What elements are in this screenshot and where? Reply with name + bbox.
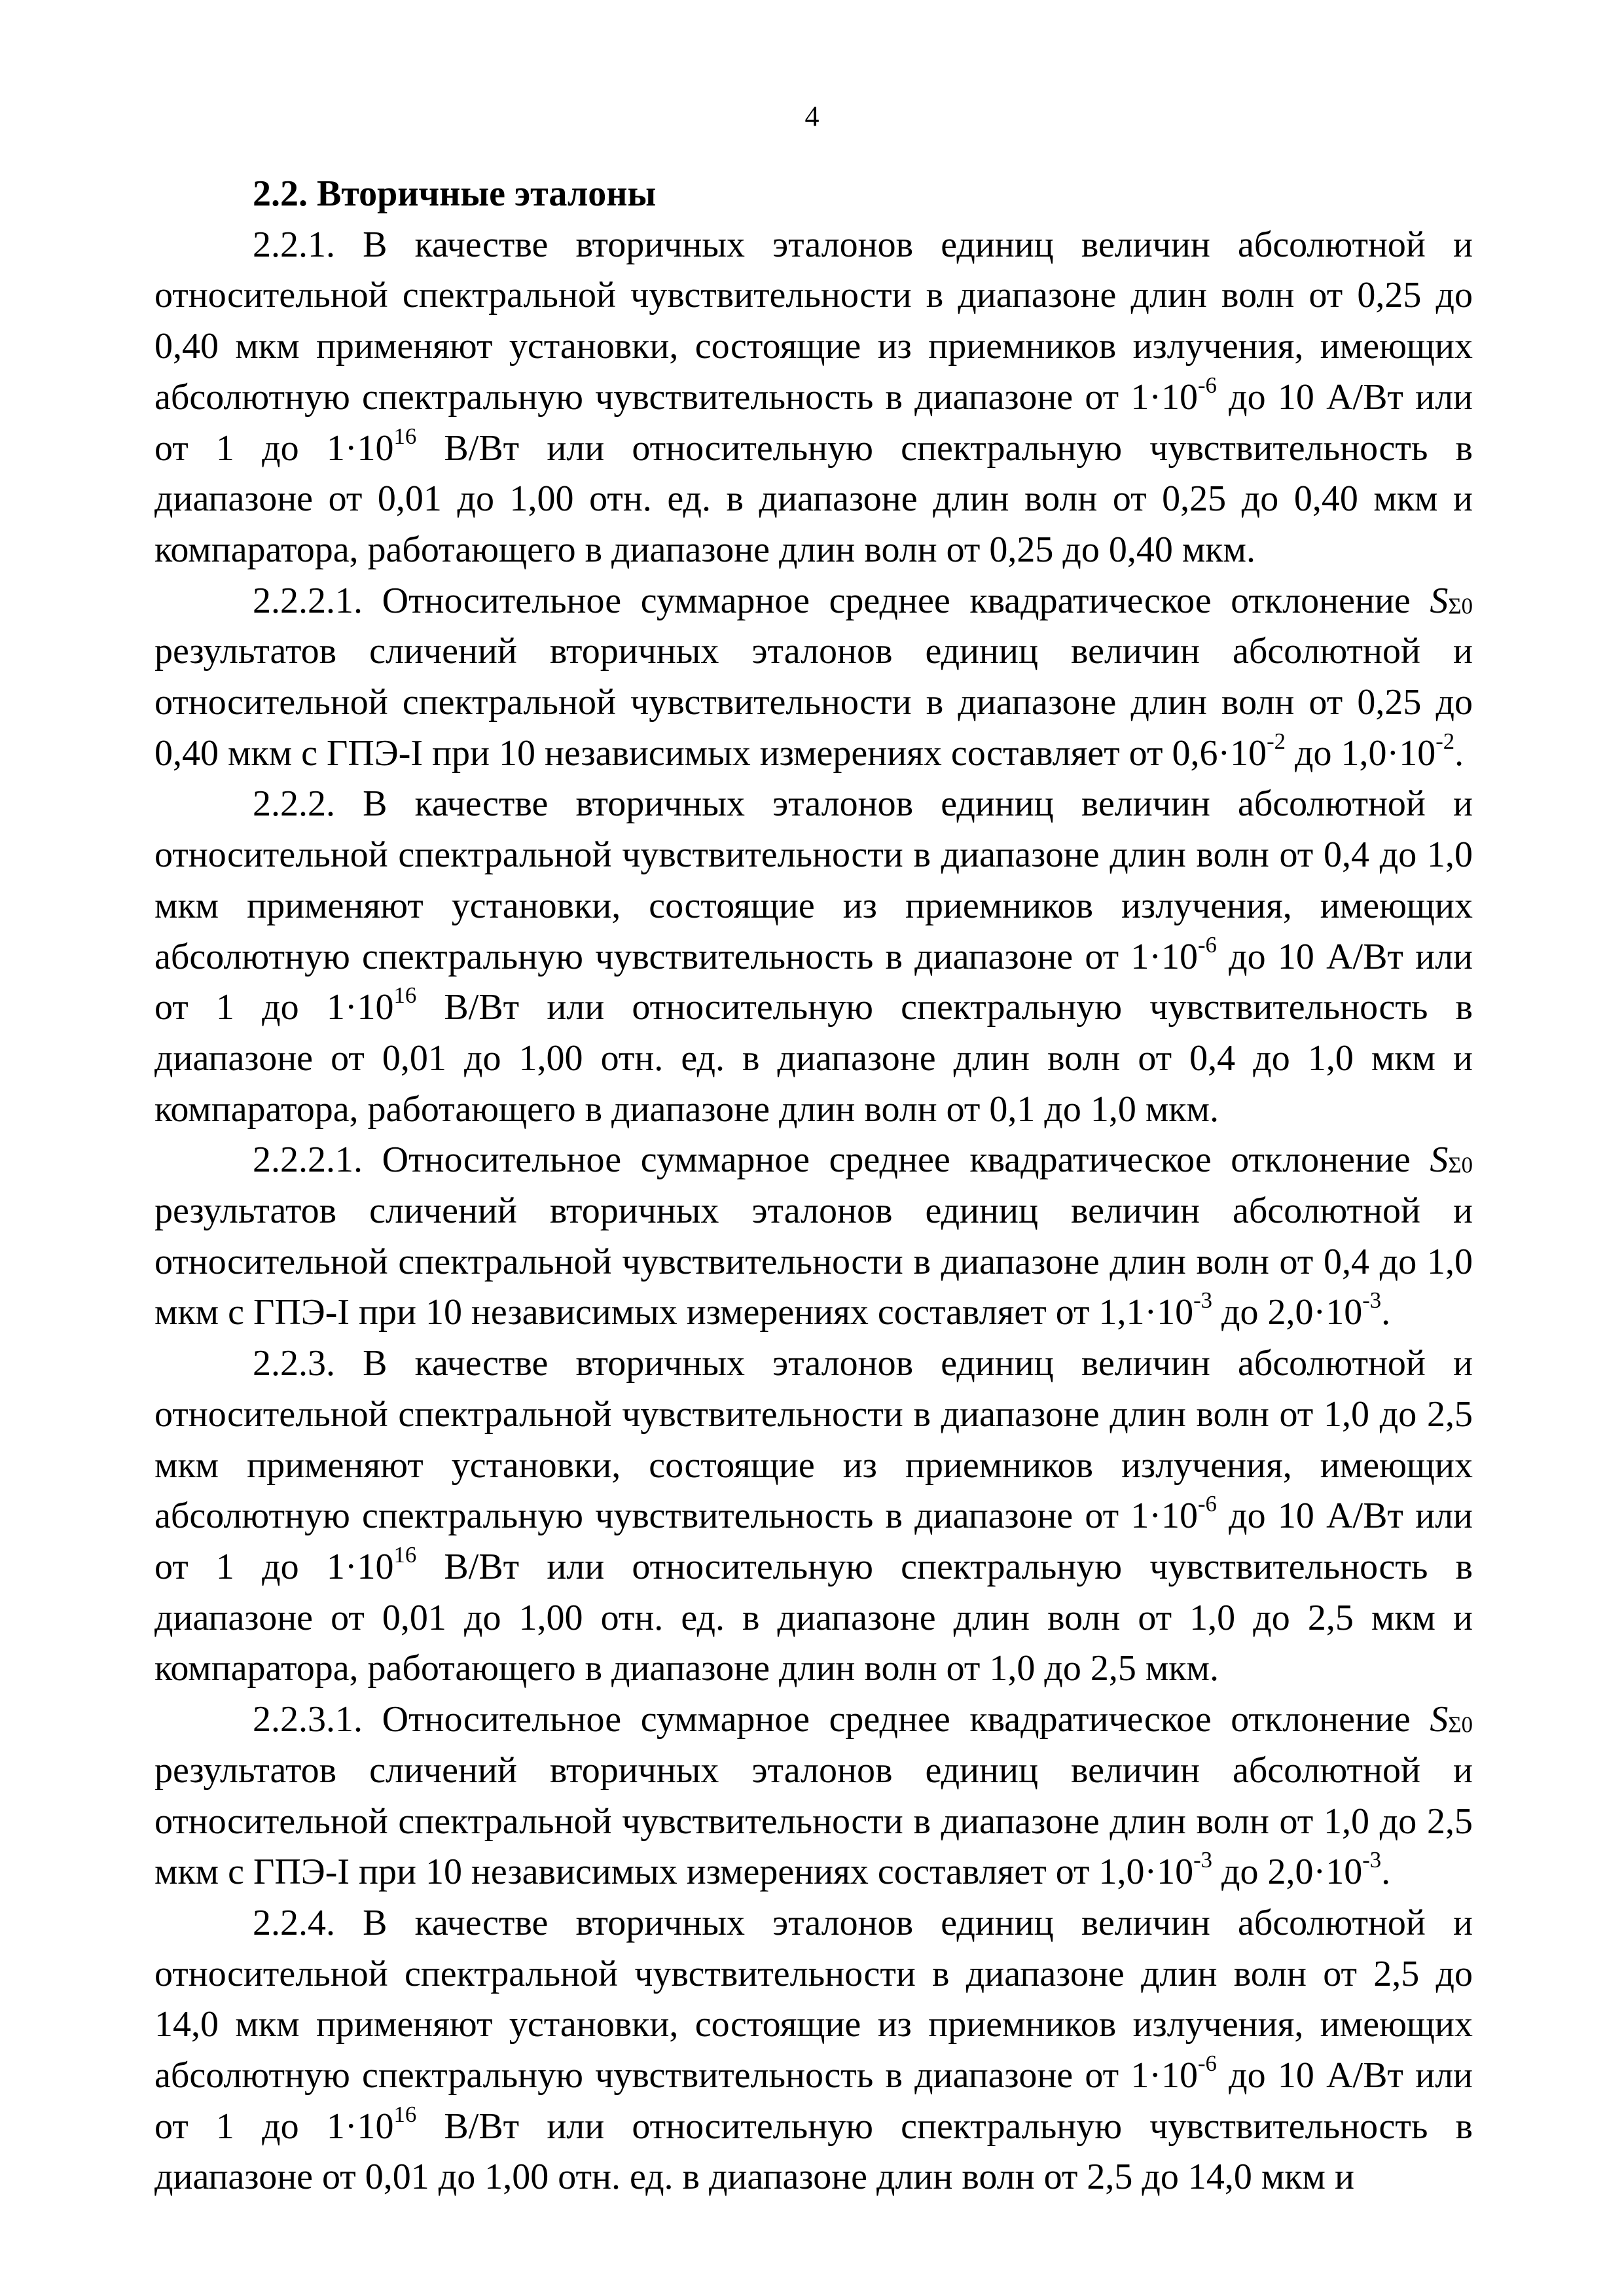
exponent: 16 <box>393 982 417 1009</box>
paragraph-text: . <box>1381 1852 1391 1893</box>
symbol-subscript: Σ0 <box>1448 1153 1473 1179</box>
exponent: 16 <box>393 2101 417 2127</box>
symbol-subscript: Σ0 <box>1448 593 1473 619</box>
paragraph-text: до 2,0·10 <box>1212 1852 1363 1893</box>
paragraph-number: 2.2.2.1. <box>253 1139 363 1181</box>
symbol-subscript: Σ0 <box>1448 1712 1473 1738</box>
paragraph-number: 2.2.3.1. <box>253 1699 363 1740</box>
paragraph-text: В качестве вторичных эталонов единиц величин абсолютной и относительной спектральной чувствительности в диапазоне длин волн от 0,4 до 1,0 мкм применяют установки, состоящие из приемников излучения, имеющих абсолютную спектральную чувствительность в диапазоне от 1·10 <box>154 783 1473 977</box>
paragraph-text: В/Вт или относительную спектральную чувствительность в диапазоне от 0,01 до 1,00 отн. ед. в диапазоне длин волн от 1,0 до 2,5 мкм и компаратора, работающего в диапазоне длин волн от 1,0 до 2,5 мкм. <box>154 1546 1473 1689</box>
paragraph-text: В качестве вторичных эталонов единиц величин абсолютной и относительной спектральной чувствительности в диапазоне длин волн от 0,25 до 0,40 мкм применяют установки, состоящие из приемников излучения, имеющих абсолютную спектральную чувствительность в диапазоне от 1·10 <box>154 224 1473 418</box>
symbol-s: S <box>1430 1139 1449 1181</box>
paragraph-text: до 2,0·10 <box>1212 1292 1363 1333</box>
exponent: -3 <box>1362 1287 1382 1314</box>
exponent: -6 <box>1197 931 1217 958</box>
symbol-s: S <box>1430 580 1449 621</box>
paragraph-text: . <box>1454 732 1464 774</box>
paragraph-text: Относительное суммарное среднее квадратическое отклонение <box>382 1139 1430 1181</box>
exponent: 16 <box>393 423 417 449</box>
exponent: -6 <box>1197 1491 1217 1517</box>
page-content <box>154 169 1473 2203</box>
paragraph-2-2-2-1-a <box>154 576 1473 780</box>
paragraph-text: до 10 А/Вт или от 1 до 1·10 <box>154 376 1473 469</box>
paragraph-2-2-4 <box>154 1898 1473 2203</box>
exponent: -2 <box>1435 728 1455 754</box>
section-title: 2.2. Вторичные эталоны <box>253 173 657 214</box>
exponent: -3 <box>1362 1847 1382 1873</box>
paragraph-text: до 10 А/Вт или от 1 до 1·10 <box>154 1496 1473 1587</box>
paragraph-2-2-1 <box>154 220 1473 576</box>
exponent: -6 <box>1197 372 1217 398</box>
paragraph-number: 2.2.1. <box>253 224 335 265</box>
paragraph-text: результатов сличений вторичных эталонов единиц величин абсолютной и относительной спектральной чувствительности в диапазоне длин волн от 0,25 до 0,40 мкм с ГПЭ-I при 10 независимых измерениях составляет от 0,6·10 <box>154 631 1473 774</box>
paragraph-text: В качестве вторичных эталонов единиц величин абсолютной и относительной спектральной чувствительности в диапазоне длин волн от 2,5 до 14,0 мкм применяют установки, состоящие из приемников излучения, имеющих абсолютную спектральную чувствительность в диапазоне от 1·10 <box>154 1902 1473 2096</box>
paragraph-2-2-3-1 <box>154 1695 1473 1898</box>
paragraph-text: до 10 А/Вт или от 1 до 1·10 <box>154 936 1473 1028</box>
paragraph-number: 2.2.2. <box>253 783 335 825</box>
paragraph-number: 2.2.2.1. <box>253 580 363 621</box>
paragraph-number: 2.2.4. <box>253 1902 335 1943</box>
paragraph-2-2-3 <box>154 1338 1473 1695</box>
exponent: 16 <box>393 1542 417 1568</box>
paragraph-text: результатов сличений вторичных эталонов единиц величин абсолютной и относительной спектральной чувствительности в диапазоне длин волн от 0,4 до 1,0 мкм с ГПЭ-I при 10 независимых измерениях составляет от 1,1·10 <box>154 1191 1473 1333</box>
exponent: -3 <box>1193 1287 1213 1314</box>
paragraph-text: В/Вт или относительную спектральную чувствительность в диапазоне от 0,01 до 1,00 отн. ед. в диапазоне длин волн от 0,25 до 0,40 мкм и компаратора, работающего в диапазоне длин волн от 0,25 до 0,40 мкм. <box>154 427 1473 570</box>
exponent: -3 <box>1193 1847 1213 1873</box>
exponent: -6 <box>1197 2051 1217 2077</box>
paragraph-text: до 1,0·10 <box>1286 732 1436 774</box>
paragraph-text: В качестве вторичных эталонов единиц величин абсолютной и относительной спектральной чувствительности в диапазоне длин волн от 1,0 до 2,5 мкм применяют установки, состоящие из приемников излучения, имеющих абсолютную спектральную чувствительность в диапазоне от 1·10 <box>154 1343 1473 1537</box>
paragraph-text: Относительное суммарное среднее квадратическое отклонение <box>382 580 1430 621</box>
paragraph-2-2-2 <box>154 779 1473 1135</box>
paragraph-text: В/Вт или относительную спектральную чувствительность в диапазоне от 0,01 до 1,00 отн. ед. в диапазоне длин волн от 2,5 до 14,0 мкм и <box>154 2106 1473 2198</box>
paragraph-text: В/Вт или относительную спектральную чувствительность в диапазоне от 0,01 до 1,00 отн. ед. в диапазоне длин волн от 0,4 до 1,0 мкм и компаратора, работающего в диапазоне длин волн от 0,1 до 1,0 мкм. <box>154 987 1473 1130</box>
page-number: 4 <box>804 100 820 132</box>
paragraph-text: Относительное суммарное среднее квадратическое отклонение <box>382 1699 1430 1740</box>
symbol-s: S <box>1430 1699 1449 1740</box>
paragraph-number: 2.2.3. <box>253 1343 335 1384</box>
exponent: -2 <box>1267 728 1286 754</box>
paragraph-2-2-2-1-b <box>154 1135 1473 1338</box>
paragraph-text: результатов сличений вторичных эталонов единиц величин абсолютной и относительной спектральной чувствительности в диапазоне длин волн от 1,0 до 2,5 мкм с ГПЭ-I при 10 независимых измерениях составляет от 1,0·10 <box>154 1749 1473 1893</box>
paragraph-text: до 10 А/Вт или от 1 до 1·10 <box>154 2055 1473 2147</box>
paragraph-text: . <box>1381 1292 1391 1333</box>
